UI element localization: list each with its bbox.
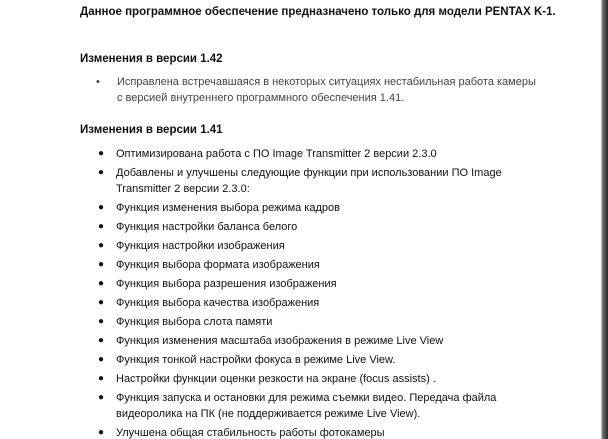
bullet-icon: ● [98, 202, 105, 213]
list-item: ● Улучшена общая стабильность работы фотокамеры [98, 427, 385, 439]
list-item: ● Функция выбора разрешения изображения [98, 278, 337, 290]
bullet-icon: ● [98, 240, 105, 251]
list-item: ● Функция изменения выбора режима кадров [98, 202, 340, 214]
list-item: ● Функция изменения масштаба изображения в режиме Live View [98, 335, 444, 347]
list-item: ● Оптимизирована работа с ПО Image Transmitter 2 версии 2.3.0 [98, 148, 437, 160]
model-notice: Данное программное обеспечение предназначено только для модели PENTAX K-1. [80, 6, 556, 18]
list-item: • Исправлена встречавшаяся в некоторых ситуациях нестабильная работа камеры с версией внутреннего программного обеспечения 1.41. [96, 76, 536, 104]
bullet-icon: ● [98, 373, 105, 384]
bullet-icon: ● [98, 221, 105, 232]
list-item: ● Функция настройки баланса белого [98, 221, 298, 233]
list-item: ● Функция выбора формата изображения [98, 259, 320, 271]
bullet-icon: ● [98, 316, 105, 327]
bullet-icon: ● [98, 392, 105, 403]
changes-list-v141 [0, 146, 601, 439]
list-item: ● Функция выбора качества изображения [98, 297, 320, 309]
bullet-icon: • [96, 76, 100, 88]
changes-list-v142 [0, 74, 601, 106]
list-item: ● Функция тонкой настройки фокуса в режиме Live View. [98, 354, 396, 366]
bullet-icon: ● [98, 259, 105, 270]
section-heading-v141: Изменения в версии 1.41 [80, 124, 223, 136]
bullet-icon: ● [98, 427, 105, 438]
list-item: ● Функция выбора слота памяти [98, 316, 273, 328]
window-edge [601, 0, 608, 439]
bullet-icon: ● [98, 148, 105, 159]
bullet-icon: ● [98, 167, 105, 178]
bullet-icon: ● [98, 278, 105, 289]
section-heading-v142: Изменения в версии 1.42 [80, 53, 223, 65]
bullet-icon: ● [98, 354, 105, 365]
bullet-icon: ● [98, 297, 105, 308]
list-item: ● Настройки функции оценки резкости на экране (focus assists) . [98, 373, 436, 385]
list-item: ● Функция запуска и остановки для режима съемки видео. Передача файла видеоролика на ПК (не поддерживается режиме Live View). [98, 392, 497, 420]
list-item: ● Добавлены и улучшены следующие функции при использовании ПО Image Transmitter 2 версии 2.3.0: [98, 167, 502, 195]
list-item: ● Функция настройки изображения [98, 240, 285, 252]
bullet-icon: ● [98, 335, 105, 346]
